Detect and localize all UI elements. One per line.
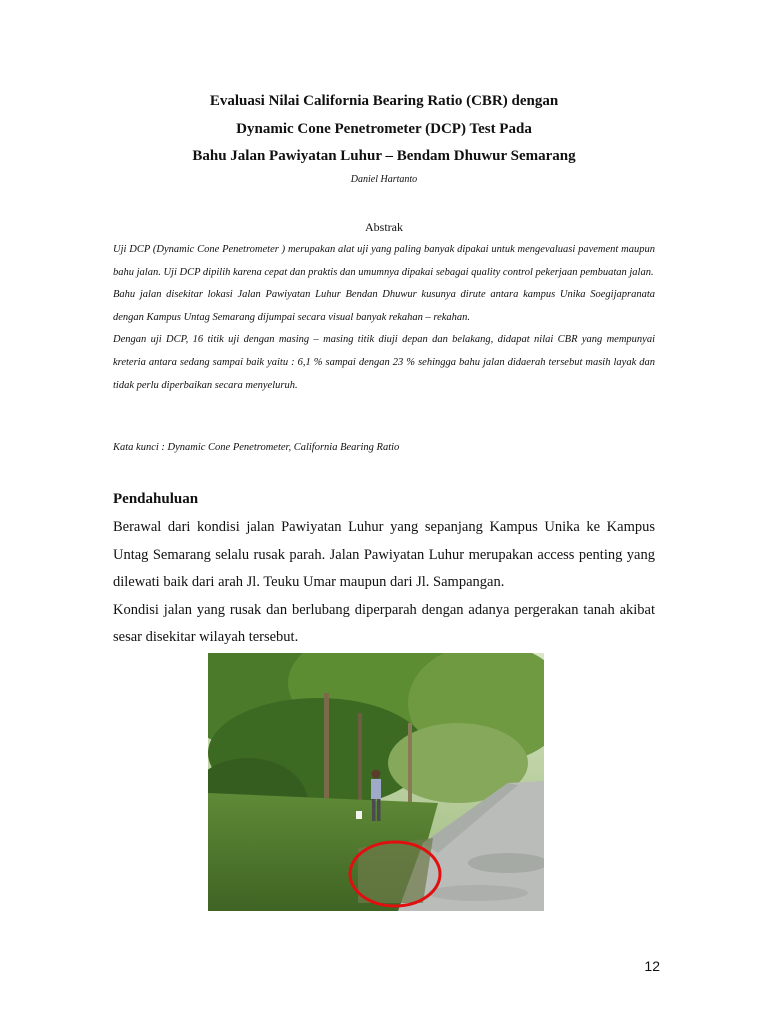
paper-title-line-1: Evaluasi Nilai California Bearing Ratio (CBR) dengan	[209, 93, 559, 109]
abstract-paragraph-3: Dengan uji DCP, 16 titik uji dengan masing – masing titik diuji depan dan belakang, didapat nilai CBR yang mempunyai kreteria antara sedang sampai baik yaitu : 6,1 % sampai dengan 23 % sehingga bahu jalan didaerah tersebut masih layak dan tidak perlu diperbaikan secara menyeluruh.	[113, 334, 655, 391]
author-name: Daniel Hartanto	[350, 174, 418, 185]
section-heading-pendahuluan: Pendahuluan	[113, 491, 199, 507]
abstract-body	[113, 239, 655, 397]
abstract-paragraph-1: Uji DCP (Dynamic Cone Penetrometer ) merupakan alat uji yang paling banyak dipakai untuk mengevaluasi pavement maupun bahu jalan. Uji DCP dipilih karena cepat dan praktis dan umumnya dipakai sebagai quality control pekerjaan pembuatan jalan.	[113, 244, 655, 278]
person-leg	[377, 799, 381, 821]
tree-trunk	[408, 723, 412, 813]
paper-title-line-3: Bahu Jalan Pawiyatan Luhur – Bendam Dhuwur Semarang	[192, 148, 576, 164]
body-paragraph-2: Kondisi jalan yang rusak dan berlubang diperparah dengan adanya pergerakan tanah akibat sesar disekitar wilayah tersebut.	[113, 601, 655, 645]
paper-title-line-2: Dynamic Cone Penetrometer (DCP) Test Pada	[236, 121, 532, 137]
keywords: Kata kunci : Dynamic Cone Penetrometer, California Bearing Ratio	[113, 442, 400, 453]
road-shadow	[428, 885, 528, 901]
page-number: 12	[644, 958, 660, 974]
abstract-heading: Abstrak	[365, 220, 403, 234]
sign-post	[356, 811, 362, 819]
person-body	[371, 779, 381, 799]
introduction-body	[113, 514, 655, 652]
abstract-paragraph-2: Bahu jalan disekitar lokasi Jalan Pawiyatan Luhur Bendan Dhuwur kusunya dirute antara kampus Unika Soegijapranata dengan Kampus Untag Semarang dijumpai secara visual banyak rekahan – rekahan.	[113, 289, 655, 323]
person-leg	[372, 799, 376, 821]
road-shoulder-photo-illustration	[208, 653, 544, 911]
person-head	[372, 770, 381, 779]
road-shoulder-photo	[208, 653, 544, 911]
body-paragraph-1: Berawal dari kondisi jalan Pawiyatan Luhur yang sepanjang Kampus Unika ke Kampus Untag Semarang selalu rusak parah. Jalan Pawiyatan Luhur merupakan access penting yang dilewati baik dari arah Jl. Teuku Umar maupun dari Jl. Sampangan.	[113, 519, 655, 590]
